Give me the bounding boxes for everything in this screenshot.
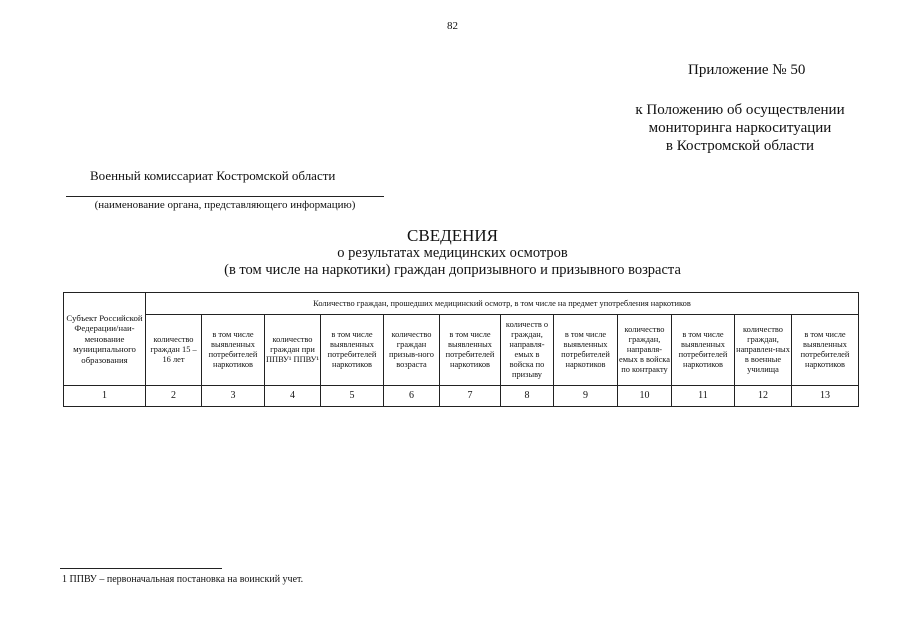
column-number: 12 <box>735 386 792 407</box>
footnote: 1 ППВУ – первоначальная постановка на воинский учет. <box>62 574 304 585</box>
document-title: СВЕДЕНИЯ <box>407 226 498 245</box>
column-number: 9 <box>554 386 618 407</box>
appendix-label: Приложение № 50 <box>688 62 806 78</box>
organization-underline <box>66 196 384 197</box>
column-number: 8 <box>501 386 554 407</box>
header-col-2: количество граждан 15 – 16 лет <box>146 315 202 386</box>
column-number: 11 <box>672 386 735 407</box>
header-col-3: в том числе выявленных потребителей наркотиков <box>202 315 265 386</box>
column-number: 1 <box>64 386 146 407</box>
column-number: 6 <box>384 386 440 407</box>
header-col-8: количеств о граждан, направля-емых в войска по призыву <box>501 315 554 386</box>
header-col-4: количество граждан при ППВУ¹ ППВУ¹ <box>265 315 321 386</box>
column-number: 10 <box>618 386 672 407</box>
column-number: 13 <box>792 386 859 407</box>
page-number: 82 <box>447 20 458 32</box>
organization-caption: (наименование органа, представляющего информацию) <box>94 199 356 211</box>
header-subject: Субъект Российской Федерации/наи-менование муниципального образования <box>64 293 146 386</box>
organization-name: Военный комиссариат Костромской области <box>90 168 336 183</box>
column-number: 3 <box>202 386 265 407</box>
header-col-10: количество граждан, направля-емых в войска по контракту <box>618 315 672 386</box>
footnote-separator <box>60 568 222 569</box>
regulation-line-1: к Положению об осуществлении <box>635 102 845 118</box>
header-col-12: количество граждан, направлен-ных в военные училища <box>735 315 792 386</box>
report-table <box>63 292 859 407</box>
column-number: 7 <box>440 386 501 407</box>
column-number: 2 <box>146 386 202 407</box>
column-number: 4 <box>265 386 321 407</box>
column-number: 5 <box>321 386 384 407</box>
header-col-11: в том числе выявленных потребителей наркотиков <box>672 315 735 386</box>
regulation-line-2: мониторинга наркоситуации <box>648 120 832 136</box>
document-subtitle-line-2: (в том числе на наркотики) граждан допризывного и призывного возраста <box>224 262 681 278</box>
regulation-line-3: в Костромской области <box>665 138 815 154</box>
header-col-9: в том числе выявленных потребителей наркотиков <box>554 315 618 386</box>
header-col-13: в том числе выявленных потребителей наркотиков <box>792 315 859 386</box>
document-subtitle-line-1: о результатах медицинских осмотров <box>337 245 568 261</box>
header-col-7: в том числе выявленных потребителей наркотиков <box>440 315 501 386</box>
header-group: Количество граждан, прошедших медицинский осмотр, в том числе на предмет употребления наркотиков <box>146 293 859 315</box>
header-col-6: количество граждан призыв-ного возраста <box>384 315 440 386</box>
header-col-5: в том числе выявленных потребителей наркотиков <box>321 315 384 386</box>
column-number-row <box>64 386 859 407</box>
